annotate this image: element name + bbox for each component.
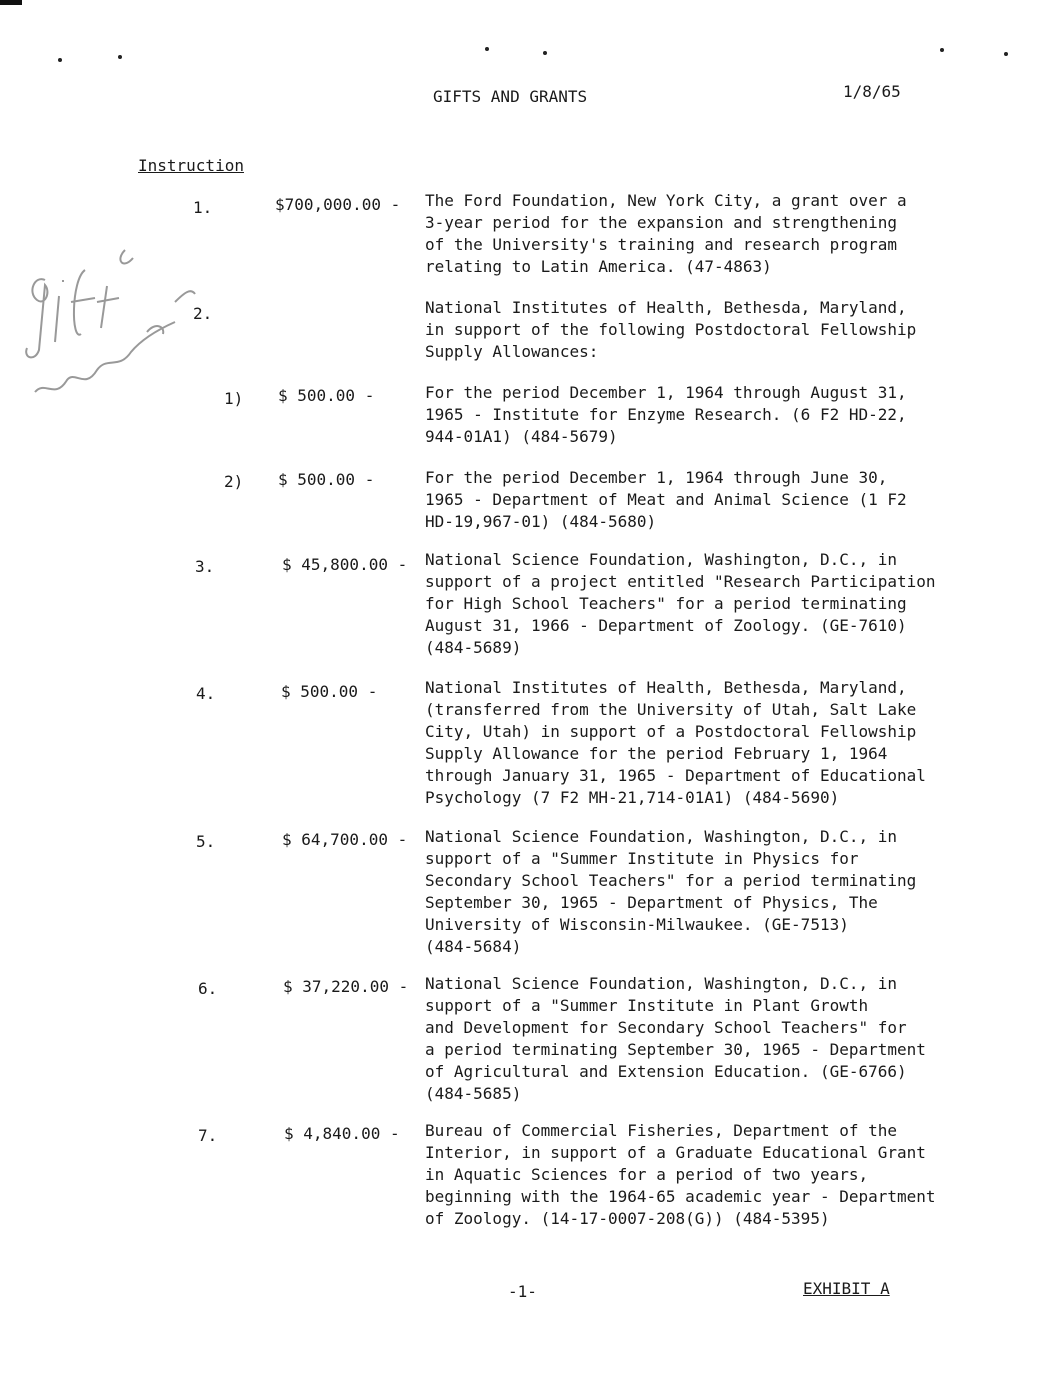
- scan-speck: [118, 55, 122, 59]
- document-title: GIFTS AND GRANTS: [433, 87, 588, 106]
- page-number: -1-: [508, 1282, 537, 1301]
- scan-corner-mark: [0, 0, 22, 5]
- section-heading: Instruction: [138, 156, 244, 175]
- scan-speck: [940, 48, 944, 52]
- exhibit-label: EXHIBIT A: [803, 1279, 890, 1298]
- item-amount: $ 64,700.00 -: [282, 830, 408, 849]
- item-amount: $ 45,800.00 -: [282, 555, 408, 574]
- item-amount: $ 500.00 -: [281, 682, 378, 701]
- sub-item-number: 2): [224, 472, 244, 491]
- handwritten-annotation: [15, 230, 205, 410]
- item-number: 6.: [198, 979, 218, 998]
- item-number: 2.: [193, 304, 213, 323]
- item-description: Bureau of Commercial Fisheries, Department of the Interior, in support of a Graduate Educational Grant in Aquatic Sciences for a period of two years, beginning with the 1964-65 academic year - Department of Zoology. (14-17-0007-208(G)) (484-5395): [425, 1121, 936, 1228]
- item-amount: $ 500.00 -: [278, 386, 375, 405]
- item-amount: $ 500.00 -: [278, 470, 375, 489]
- item-amount: $700,000.00 -: [275, 195, 401, 214]
- item-description: The Ford Foundation, New York City, a grant over a 3-year period for the expansion and strengthening of the University's training and research program relating to Latin America. (47-4863): [425, 191, 907, 276]
- item-description: National Science Foundation, Washington, D.C., in support of a "Summer Institute in Plant Growth and Development for Secondary School Teachers" for a period terminating September 30, 1965 - Department of Agricultural and Extension Education. (GE-6766) (484-5685): [425, 974, 926, 1103]
- item-number: 3.: [195, 557, 215, 576]
- item-description: National Science Foundation, Washington, D.C., in support of a "Summer Institute in Physics for Secondary School Teachers" for a period terminating September 30, 1965 - Department of Physics, The University of Wisconsin-Milwaukee. (GE-7513) (484-5684): [425, 827, 917, 956]
- item-description: National Institutes of Health, Bethesda, Maryland, in support of the following Postdoctoral Fellowship Supply Allowances:: [425, 298, 917, 361]
- item-number: 4.: [196, 684, 216, 703]
- item-number: 5.: [196, 832, 216, 851]
- item-number: 1.: [193, 198, 213, 217]
- scan-speck: [485, 47, 489, 51]
- item-amount: $ 4,840.00 -: [284, 1124, 400, 1143]
- sub-item-number: 1): [224, 389, 244, 408]
- document-date: 1/8/65: [843, 82, 901, 101]
- scan-speck: [1004, 52, 1008, 56]
- item-description: For the period December 1, 1964 through August 31, 1965 - Institute for Enzyme Research. (6 F2 HD-22, 944-01A1) (484-5679): [425, 383, 907, 446]
- scan-speck: [58, 58, 62, 62]
- item-number: 7.: [198, 1126, 218, 1145]
- item-amount: $ 37,220.00 -: [283, 977, 409, 996]
- scan-speck: [543, 51, 547, 55]
- item-description: For the period December 1, 1964 through June 30, 1965 - Department of Meat and Animal Science (1 F2 HD-19,967-01) (484-5680): [425, 468, 907, 531]
- item-description: National Science Foundation, Washington, D.C., in support of a project entitled "Research Participation for High School Teachers" for a period terminating August 31, 1966 - Department of Zoology. (GE-7610) (484-5689): [425, 550, 936, 657]
- item-description: National Institutes of Health, Bethesda, Maryland, (transferred from the University of Utah, Salt Lake City, Utah) in support of a Postdoctoral Fellowship Supply Allowance for the period February 1, 1964 through January 31, 1965 - Department of Educational Psychology (7 F2 MH-21,714-01A1) (484-5690): [425, 678, 926, 807]
